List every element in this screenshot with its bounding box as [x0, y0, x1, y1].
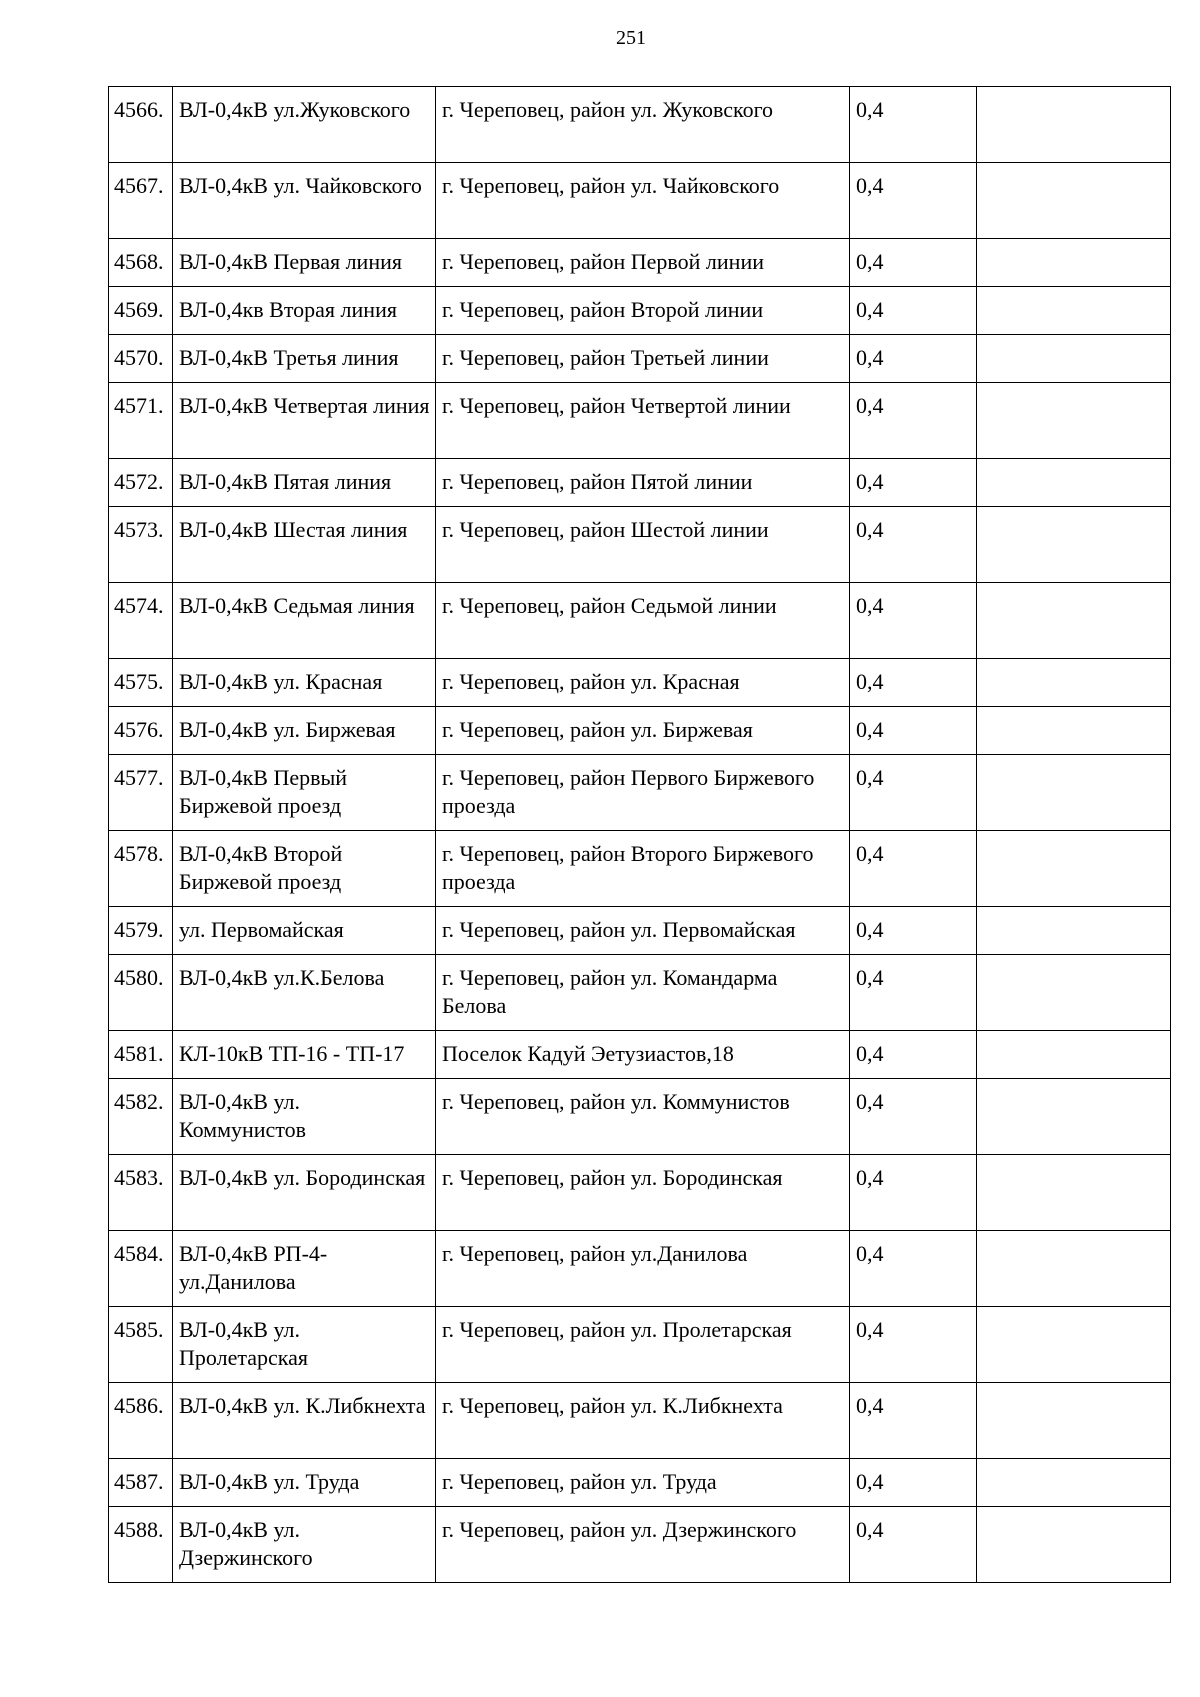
table-row [109, 955, 1171, 1031]
table-row [109, 335, 1171, 383]
voltage-value: 0,4 [850, 163, 977, 239]
row-number: 4581. [109, 1031, 173, 1079]
row-number: 4577. [109, 755, 173, 831]
line-name: ул. Первомайская [173, 907, 436, 955]
row-number: 4585. [109, 1307, 173, 1383]
row-number: 4580. [109, 955, 173, 1031]
table-row [109, 239, 1171, 287]
line-name: ВЛ-0,4кВ Пятая линия [173, 459, 436, 507]
table-row [109, 287, 1171, 335]
row-number: 4586. [109, 1383, 173, 1459]
voltage-value: 0,4 [850, 1031, 977, 1079]
line-location: г. Череповец, район ул. К.Либкнехта [436, 1383, 850, 1459]
note-cell [977, 1079, 1171, 1155]
line-location: г. Череповец, район ул. Биржевая [436, 707, 850, 755]
voltage-value: 0,4 [850, 583, 977, 659]
row-number: 4582. [109, 1079, 173, 1155]
table-row [109, 831, 1171, 907]
line-location: г. Череповец, район Четвертой линии [436, 383, 850, 459]
table-row [109, 1383, 1171, 1459]
voltage-value: 0,4 [850, 755, 977, 831]
note-cell [977, 707, 1171, 755]
row-number: 4578. [109, 831, 173, 907]
note-cell [977, 239, 1171, 287]
voltage-value: 0,4 [850, 831, 977, 907]
line-location: г. Череповец, район ул. Бородинская [436, 1155, 850, 1231]
voltage-value: 0,4 [850, 707, 977, 755]
row-number: 4569. [109, 287, 173, 335]
line-location: г. Череповец, район ул. Жуковского [436, 87, 850, 163]
row-number: 4588. [109, 1507, 173, 1583]
voltage-value: 0,4 [850, 1155, 977, 1231]
note-cell [977, 87, 1171, 163]
line-name: ВЛ-0,4кВ ул. Бородинская [173, 1155, 436, 1231]
table-row [109, 383, 1171, 459]
line-location: г. Череповец, район ул. Пролетарская [436, 1307, 850, 1383]
note-cell [977, 459, 1171, 507]
voltage-value: 0,4 [850, 383, 977, 459]
line-location: Поселок Кадуй Эетузиастов,18 [436, 1031, 850, 1079]
line-location: г. Череповец, район ул. Дзержинского [436, 1507, 850, 1583]
voltage-value: 0,4 [850, 955, 977, 1031]
line-name: ВЛ-0,4кВ ул. Красная [173, 659, 436, 707]
table-row [109, 907, 1171, 955]
row-number: 4579. [109, 907, 173, 955]
line-location: г. Череповец, район ул.Данилова [436, 1231, 850, 1307]
line-name: ВЛ-0,4кВ ул. Пролетарская [173, 1307, 436, 1383]
voltage-value: 0,4 [850, 1459, 977, 1507]
line-location: г. Череповец, район Шестой линии [436, 507, 850, 583]
note-cell [977, 1231, 1171, 1307]
table-row [109, 659, 1171, 707]
note-cell [977, 507, 1171, 583]
table-row [109, 87, 1171, 163]
line-name: ВЛ-0,4кВ ул. Биржевая [173, 707, 436, 755]
line-location: г. Череповец, район Первой линии [436, 239, 850, 287]
line-location: г. Череповец, район ул. Командарма Белова [436, 955, 850, 1031]
line-name: КЛ-10кВ ТП-16 - ТП-17 [173, 1031, 436, 1079]
row-number: 4567. [109, 163, 173, 239]
line-name: ВЛ-0,4кВ РП-4-ул.Данилова [173, 1231, 436, 1307]
note-cell [977, 955, 1171, 1031]
line-name: ВЛ-0,4кВ Третья линия [173, 335, 436, 383]
note-cell [977, 1307, 1171, 1383]
row-number: 4573. [109, 507, 173, 583]
note-cell [977, 907, 1171, 955]
table-row [109, 755, 1171, 831]
voltage-value: 0,4 [850, 1307, 977, 1383]
row-number: 4568. [109, 239, 173, 287]
line-name: ВЛ-0,4кВ Второй Биржевой проезд [173, 831, 436, 907]
voltage-value: 0,4 [850, 1079, 977, 1155]
line-name: ВЛ-0,4кВ ул.К.Белова [173, 955, 436, 1031]
registry-table-body [109, 87, 1171, 1583]
note-cell [977, 755, 1171, 831]
line-name: ВЛ-0,4кВ Первая линия [173, 239, 436, 287]
line-name: ВЛ-0,4кВ Шестая линия [173, 507, 436, 583]
line-location: г. Череповец, район ул. Первомайская [436, 907, 850, 955]
voltage-value: 0,4 [850, 1507, 977, 1583]
line-location: г. Череповец, район Третьей линии [436, 335, 850, 383]
line-location: г. Череповец, район ул. Коммунистов [436, 1079, 850, 1155]
voltage-value: 0,4 [850, 907, 977, 955]
line-name: ВЛ-0,4кВ ул. Дзержинского [173, 1507, 436, 1583]
row-number: 4576. [109, 707, 173, 755]
note-cell [977, 583, 1171, 659]
note-cell [977, 335, 1171, 383]
row-number: 4575. [109, 659, 173, 707]
registry-table [108, 86, 1171, 1583]
line-name: ВЛ-0,4кВ ул. Чайковского [173, 163, 436, 239]
line-location: г. Череповец, район Второй линии [436, 287, 850, 335]
voltage-value: 0,4 [850, 335, 977, 383]
line-location: г. Череповец, район Первого Биржевого проезда [436, 755, 850, 831]
line-name: ВЛ-0,4кВ ул. К.Либкнехта [173, 1383, 436, 1459]
voltage-value: 0,4 [850, 507, 977, 583]
line-location: г. Череповец, район Пятой линии [436, 459, 850, 507]
voltage-value: 0,4 [850, 1231, 977, 1307]
table-row [109, 163, 1171, 239]
line-location: г. Череповец, район ул. Труда [436, 1459, 850, 1507]
note-cell [977, 163, 1171, 239]
table-row [109, 1231, 1171, 1307]
note-cell [977, 1383, 1171, 1459]
note-cell [977, 1459, 1171, 1507]
table-row [109, 1507, 1171, 1583]
table-row [109, 583, 1171, 659]
line-location: г. Череповец, район Второго Биржевого проезда [436, 831, 850, 907]
voltage-value: 0,4 [850, 239, 977, 287]
note-cell [977, 1031, 1171, 1079]
line-location: г. Череповец, район ул. Чайковского [436, 163, 850, 239]
table-row [109, 707, 1171, 755]
page-number: 251 [616, 27, 646, 49]
note-cell [977, 383, 1171, 459]
line-name: ВЛ-0,4кВ Четвертая линия [173, 383, 436, 459]
note-cell [977, 1507, 1171, 1583]
line-name: ВЛ-0,4кВ ул. Труда [173, 1459, 436, 1507]
table-row [109, 1307, 1171, 1383]
voltage-value: 0,4 [850, 287, 977, 335]
voltage-value: 0,4 [850, 1383, 977, 1459]
table-row [109, 507, 1171, 583]
note-cell [977, 287, 1171, 335]
table-row [109, 459, 1171, 507]
table-row [109, 1155, 1171, 1231]
row-number: 4571. [109, 383, 173, 459]
line-name: ВЛ-0,4кВ ул.Жуковского [173, 87, 436, 163]
note-cell [977, 659, 1171, 707]
row-number: 4570. [109, 335, 173, 383]
row-number: 4587. [109, 1459, 173, 1507]
line-name: ВЛ-0,4кВ ул. Коммунистов [173, 1079, 436, 1155]
row-number: 4572. [109, 459, 173, 507]
row-number: 4584. [109, 1231, 173, 1307]
line-location: г. Череповец, район ул. Красная [436, 659, 850, 707]
table-row [109, 1079, 1171, 1155]
row-number: 4566. [109, 87, 173, 163]
line-location: г. Череповец, район Седьмой линии [436, 583, 850, 659]
table-row [109, 1459, 1171, 1507]
row-number: 4574. [109, 583, 173, 659]
line-name: ВЛ-0,4кв Вторая линия [173, 287, 436, 335]
note-cell [977, 831, 1171, 907]
voltage-value: 0,4 [850, 87, 977, 163]
line-name: ВЛ-0,4кВ Первый Биржевой проезд [173, 755, 436, 831]
table-row [109, 1031, 1171, 1079]
note-cell [977, 1155, 1171, 1231]
voltage-value: 0,4 [850, 459, 977, 507]
line-name: ВЛ-0,4кВ Седьмая линия [173, 583, 436, 659]
voltage-value: 0,4 [850, 659, 977, 707]
row-number: 4583. [109, 1155, 173, 1231]
